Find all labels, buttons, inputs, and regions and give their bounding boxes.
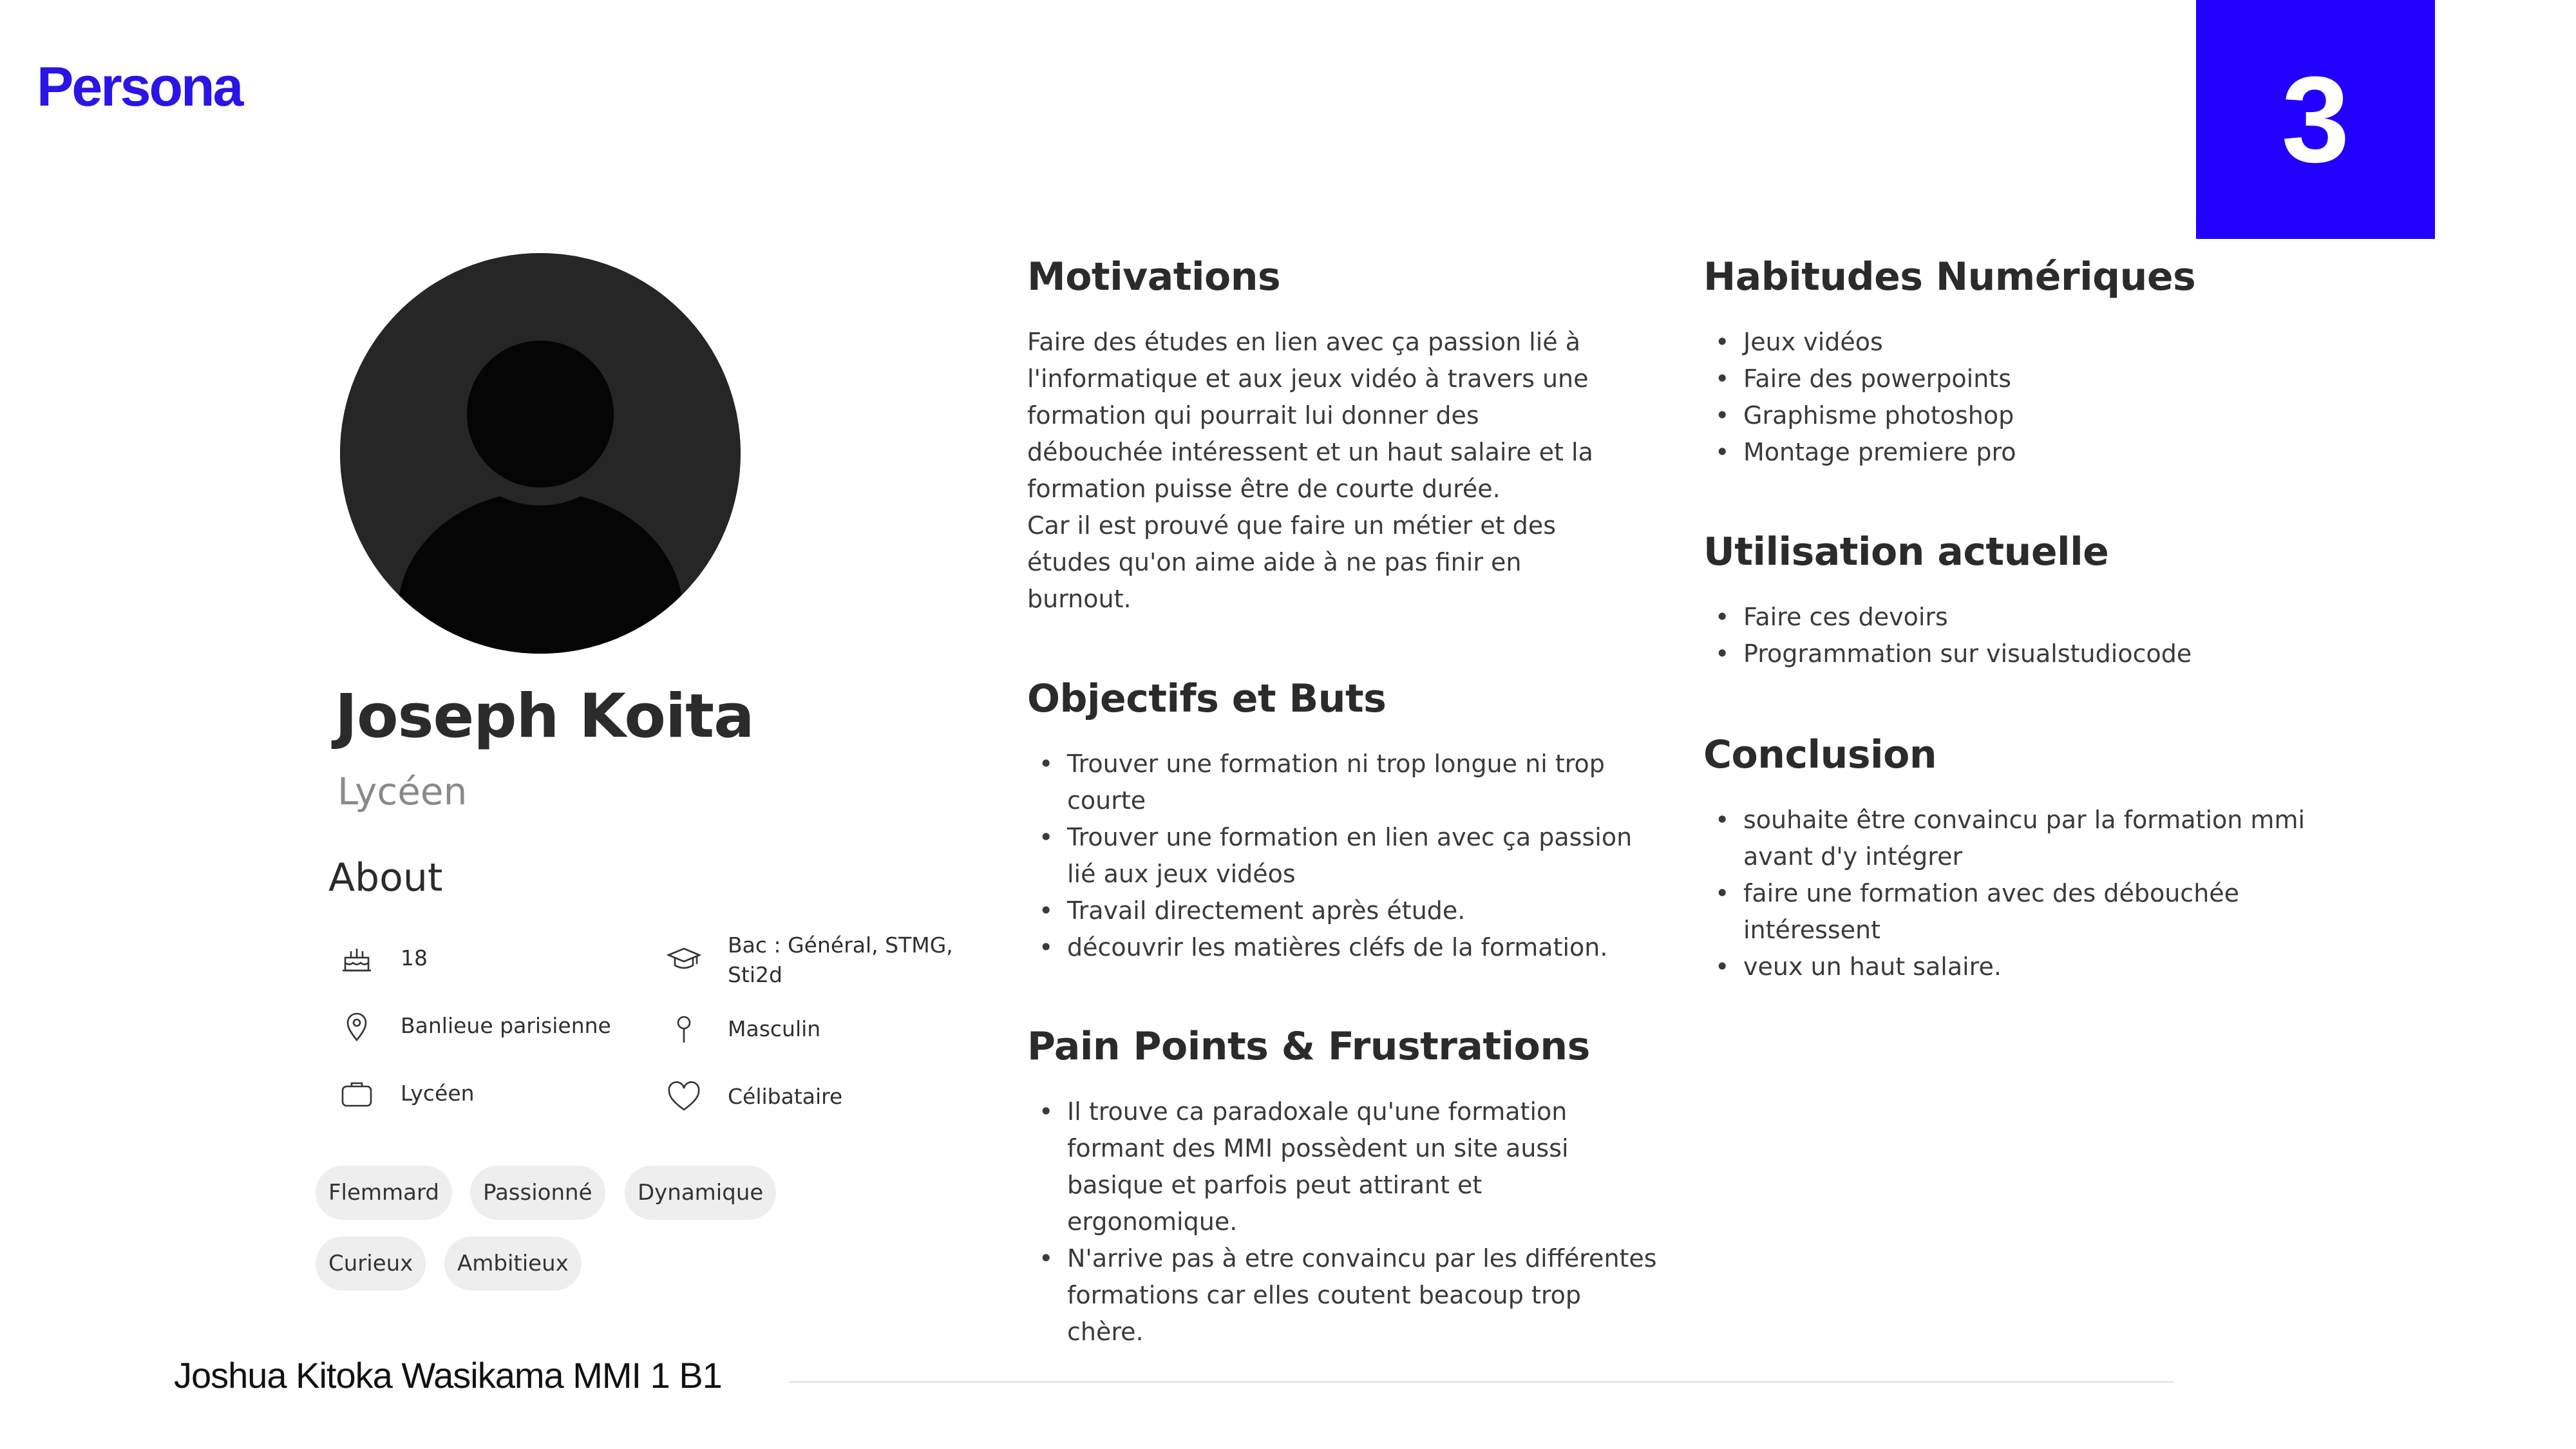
pain-points-section — [1027, 1024, 1658, 1350]
section-title: Motivations — [1027, 254, 1281, 299]
fact-text: Masculin — [728, 1016, 821, 1041]
list-item: • faire une formation avec des débouchée intéressent — [1703, 875, 2315, 949]
fact-occupation — [337, 1079, 475, 1113]
fact-text: 18 — [401, 945, 428, 971]
fact-text: Bac : Général, STMG, Sti2d — [728, 933, 953, 987]
persona-role: Lycéen — [337, 770, 468, 813]
about-title: About — [328, 855, 443, 900]
section-title: Utilisation actuelle — [1703, 529, 2109, 574]
utilisation-section — [1703, 529, 2315, 672]
footer-author: Joshua Kitoka Wasikama MMI 1 B1 — [174, 1355, 722, 1396]
trait-tag: Curieux — [316, 1236, 426, 1291]
trait-tag: Flemmard — [316, 1166, 452, 1220]
section-title: Pain Points & Frustrations — [1027, 1024, 1590, 1069]
location-pin-icon — [337, 1007, 376, 1046]
list-item: • découvrir les matières cléfs de la formation. — [1027, 929, 1658, 966]
list-item: • Graphisme photoshop — [1703, 397, 2315, 434]
cake-icon — [337, 940, 376, 978]
conclusion-section — [1703, 732, 2315, 985]
fact-education — [665, 931, 953, 990]
list-item: • Trouver une formation ni trop longue ni trop courte — [1027, 746, 1658, 819]
fact-relationship — [665, 1082, 842, 1117]
trait-tag: Dynamique — [625, 1166, 776, 1220]
fact-text: Banlieue parisienne — [401, 1013, 611, 1038]
list-item: • Faire ces devoirs — [1703, 599, 2315, 636]
briefcase-icon — [337, 1075, 376, 1113]
footer-divider — [789, 1381, 2174, 1383]
heart-icon — [665, 1078, 703, 1117]
list-item: • Montage premiere pro — [1703, 434, 2315, 471]
list-item: • Trouver une formation en lien avec ça passion lié aux jeux vidéos — [1027, 819, 1658, 893]
brand-logo: Persona — [37, 56, 242, 118]
list-item: • N'arrive pas à etre convaincu par les différentes formations car elles coutent beacoup trop chère. — [1027, 1240, 1658, 1350]
motivations-section — [1027, 254, 1607, 618]
user-silhouette-icon — [340, 253, 741, 654]
fact-gender — [665, 1014, 820, 1049]
list-item: • Jeux vidéos — [1703, 324, 2315, 361]
list-item: • Programmation sur visualstudiocode — [1703, 636, 2315, 672]
avatar — [340, 253, 741, 654]
graduation-cap-icon — [665, 940, 703, 978]
list-item: • Il trouve ca paradoxale qu'une formation formant des MMI possèdent un site aussi basique et parfois peut attirant et ergonomique. — [1027, 1094, 1658, 1240]
fact-location — [337, 1011, 611, 1046]
section-title: Habitudes Numériques — [1703, 254, 2196, 299]
fact-text: Célibataire — [728, 1084, 843, 1109]
list-item: • veux un haut salaire. — [1703, 949, 2315, 985]
habitudes-section — [1703, 254, 2315, 471]
trait-tag: Passionné — [470, 1166, 605, 1220]
section-title: Conclusion — [1703, 732, 1937, 777]
persona-name: Joseph Koita — [335, 681, 754, 752]
trait-tag: Ambitieux — [444, 1236, 582, 1291]
motivations-text: Faire des études en lien avec ça passion lié à l'informatique et aux jeux vidéo à travers une formation qui pourrait lui donner des débouchée intéressent et un haut salaire et la formation puisse être de courte durée. Car il est prouvé que faire un métier et des études qu'on aime aide à ne pas finir en burnout. — [1027, 328, 1593, 613]
fact-age — [337, 943, 428, 978]
list-item: • souhaite être convaincu par la formation mmi avant d'y intégrer — [1703, 802, 2315, 875]
gender-icon — [665, 1010, 703, 1049]
page-number-badge: 3 — [2196, 0, 2435, 239]
list-item: • Travail directement après étude. — [1027, 893, 1658, 929]
objectifs-section — [1027, 676, 1658, 966]
fact-text: Lycéen — [401, 1081, 475, 1106]
list-item: • Faire des powerpoints — [1703, 361, 2315, 397]
section-title: Objectifs et Buts — [1027, 676, 1387, 721]
